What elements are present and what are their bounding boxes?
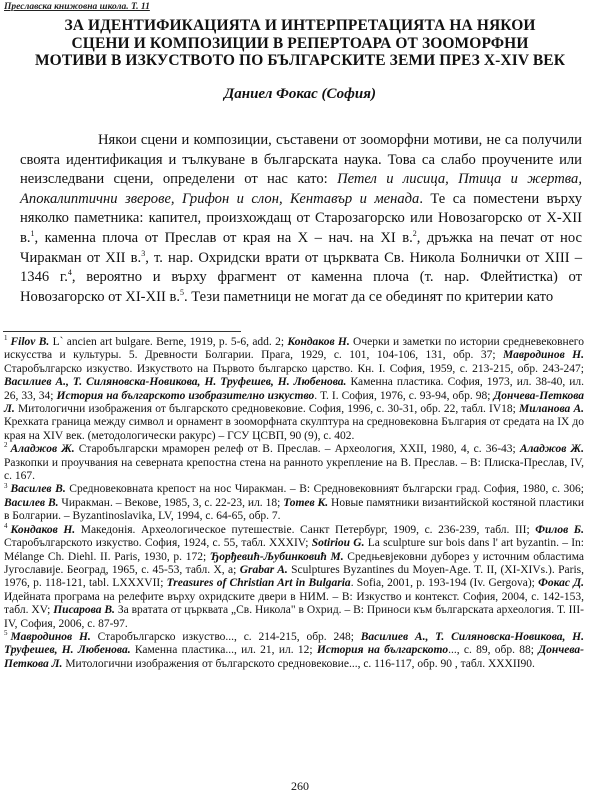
citation-author: Василиев А., Т. Силяновска-Новикова, Н. Труфешев, Н. Любенова.: [4, 376, 347, 389]
citation-text: Митологични изображения от българското средновековие. София, 1996, с. 30-31, обр. 22, табл. IV18;: [14, 403, 520, 416]
citation-author: Кондаков Н.: [287, 336, 350, 348]
citation-text: Sculptures Byzantines du Moyen-Age. T. II, (XI-XIVs.). Paris, 1976, p. 118-121, tabl. LXXXVII;: [4, 563, 584, 590]
citation-author: Василев В.: [4, 496, 59, 509]
footnote-ref[interactable]: 4: [67, 268, 72, 278]
footnote-number: 3: [4, 481, 8, 490]
citation-text: Новые памятники византийской костяной пластики в Болгарии. – Byzantinoslavika, LV, 1994, с. 64-65, обр. 7.: [4, 496, 584, 523]
footnote-ref[interactable]: 1: [30, 229, 35, 239]
citation-author: Ђорђевић-Љубинковић М.: [209, 550, 344, 563]
citation-author: Мавродинов Н.: [503, 349, 584, 362]
citation-author: История на българското изобразително изкуство: [56, 389, 315, 402]
citation-text: Старобългарски мраморен релеф от В. Преслав. – Археология, XXII, 1980, 4, с. 36-43;: [74, 443, 520, 456]
footnote-ref[interactable]: 3: [141, 248, 146, 258]
footnote-5: [4, 631, 584, 671]
citation-text: Каменна пластика..., ил. 21, ил. 12;: [130, 644, 317, 657]
citation-author: Фокас Д.: [538, 577, 584, 590]
footnote-number: 2: [4, 441, 8, 450]
citation-text: . Sofia, 2001, p. 193-194 (Iv. Gergova);: [350, 577, 539, 590]
citation-author: Миланова А.: [519, 403, 584, 416]
body-text-segment: , дръжка на печат от нос Чиракман от XII в.: [20, 229, 582, 266]
citation-text: Македонія. Археологическое путешествіе. Санкт Петербург, 1909, с. 236-239, табл. III;: [75, 523, 536, 536]
citation-author: Писарова В.: [53, 604, 115, 617]
citation-author: Василиев А., Т. Силяновска-Новикова, Н. Труфешев, Н. Любенова.: [4, 630, 584, 657]
citation-author: Филов Б.: [535, 523, 584, 536]
scene-names: Петел и лисица, Птица и жертва, Апокалиптични зверове, Грифон и слон, Кентавър и менада: [20, 171, 582, 207]
footnotes: [4, 336, 584, 671]
body-text-segment: , т. нар. Охридски врати от църквата Св. Никола Болнички от XIII – 1346 г.: [20, 249, 582, 286]
citation-author: Дончева-Петкова Л.: [4, 644, 584, 670]
body-paragraph: [20, 131, 582, 307]
citation-author: Дончева-Петкова Л.: [4, 389, 585, 416]
citation-text: Каменна пластика. София, 1973, ил. 38-40, ил. 26, 33, 34;: [4, 376, 584, 402]
citation-text: Идейната програма на релефите върху охридските двери в НИМ. – В: Изкуство и контекст. София, 2004, с. 142-153, табл. XV;: [4, 590, 584, 617]
citation-text: Старобългарското изкуство. София, 1924, с. 55, табл. XXXIV;: [4, 537, 312, 550]
footnote-ref[interactable]: 5: [180, 287, 184, 297]
body-text-segment: . Те са поместени върху няколко паметника: капител, произхождащ от Старозагорско или Новозагорско от X-XII в.: [20, 190, 582, 246]
footnote-number: 4: [4, 521, 8, 530]
citation-author: Grabar A.: [239, 563, 288, 576]
footnote-number: 5: [4, 629, 8, 638]
citation-author: Аладжов Ж.: [519, 443, 584, 456]
footnote-4: [4, 521, 584, 631]
article-title: [0, 17, 600, 70]
body-text-segment: Някои сцени и композиции, съставени от зооморфни мотиви, не са получили своята идентификация и тълкуване в българската наука. Това са слабо проучените или неизследвани сцени, определени от нас като:: [20, 132, 582, 188]
citation-author: Василев В.: [10, 483, 66, 496]
citation-author: Аладжов Ж.: [10, 443, 75, 456]
body-text-segment: . Тези паметници не могат да се обединят по критерии като: [184, 288, 554, 305]
title-line: СЦЕНИ И КОМПОЗИЦИИ В РЕПЕРТОАРА ОТ ЗООМОРФНИ: [71, 34, 529, 52]
footnote-1: [4, 336, 584, 443]
citation-text: L` ancien art bulgare. Berne, 1919, p. 5-6, add. 2;: [49, 336, 288, 348]
citation-author: Treasures of Christian Art in Bulgaria: [166, 577, 351, 590]
running-head: Преславска книжовна школа. Т. 11: [4, 2, 150, 12]
citation-text: Средновековната крепост на нос Чиракман. – В: Средновековният български град. София, 1980, с. 306;: [65, 483, 584, 496]
citation-text: . Т. I. София, 1976, с. 93-94, обр. 98;: [314, 389, 494, 402]
citation-text: Разкопки и проучвания на северната крепостна стена на ранното укрепление на В. Преслав. – В: Плиска-Преслав, IV, с. 167.: [4, 456, 584, 483]
citation-text: Средњевјековни дуборез у источним областима Југославије. Београд, 1965, с. 45-53, табл. X, а;: [4, 550, 584, 576]
page-number: 260: [291, 779, 309, 793]
author-line: Даниел Фокас (София): [224, 86, 376, 102]
citation-text: Старобългарско изкуство..., с. 214-215, обр. 248;: [90, 630, 361, 643]
citation-text: Крехката граница между символ и орнамент в зооморфната скулптура на средновековна България от средата на IX до края на XIV век. (методологически ракурс) – ГСУ ЦСВП, 90 (9), с. 402.: [4, 416, 584, 442]
citation-author: Sotirіou G.: [311, 537, 365, 550]
citation-author: Кондаков Н.: [10, 523, 76, 536]
body-text-segment: , вероятно и върху фрагмент от каменна плоча (т. нар. Флейтистка) от Новозагорско от XI-XII в.: [20, 269, 583, 305]
footnote-2: [4, 443, 584, 483]
footnote-3: [4, 483, 584, 523]
footnote-separator: [3, 331, 241, 332]
body-text-segment: , каменна плоча от Преслав от края на X – нач. на XI в.: [34, 229, 413, 246]
citation-author: Тотев К.: [283, 496, 329, 509]
footnote-ref[interactable]: 2: [412, 229, 417, 239]
footnote-number: 1: [4, 334, 8, 343]
citation-text: ..., с. 89, обр. 88;: [448, 644, 539, 657]
title-line: ЗА ИДЕНТИФИКАЦИЯТА И ИНТЕРПРЕТАЦИЯТА НА НЯКОИ: [64, 17, 536, 34]
citation-text: Старобългарско изкуство. Изкуството на Първото българско царство. Кн. I. София, 1959, с. 213-215, обр. 243-247;: [4, 362, 584, 375]
citation-text: La sculpture sur bois dans l' art byzantin. – In: Mélange Ch. Diehl. II. Paris, 1930, p. 172;: [4, 537, 584, 563]
citation-author: Filov B.: [10, 336, 50, 348]
citation-text: За вратата от църквата „Св. Никола" в Охрид. – В: Приноси към българската археология. Т. III-IV, София, 2006, с. 87-97.: [4, 604, 584, 630]
title-line: МОТИВИ В ИЗКУСТВОТО ПО БЪЛГАРСКИТЕ ЗЕМИ ПРЕЗ X-XIV ВЕК: [34, 52, 566, 69]
citation-text: Чиракман. – Векове, 1985, 3, с. 22-23, ил. 18;: [58, 496, 284, 509]
citation-author: История на българското: [316, 644, 449, 657]
citation-author: Мавродинов Н.: [10, 630, 91, 643]
citation-text: Митологични изображения от българското средновековие..., с. 116-117, обр. 90 , табл. XXXII90.: [62, 657, 535, 670]
citation-text: Очерки и заметки по истории средневековнего искусства и культуры. 5. Древности Болгарии. Прага, 1929, с. 101, 104-106, 131, обр. 37;: [4, 336, 584, 362]
